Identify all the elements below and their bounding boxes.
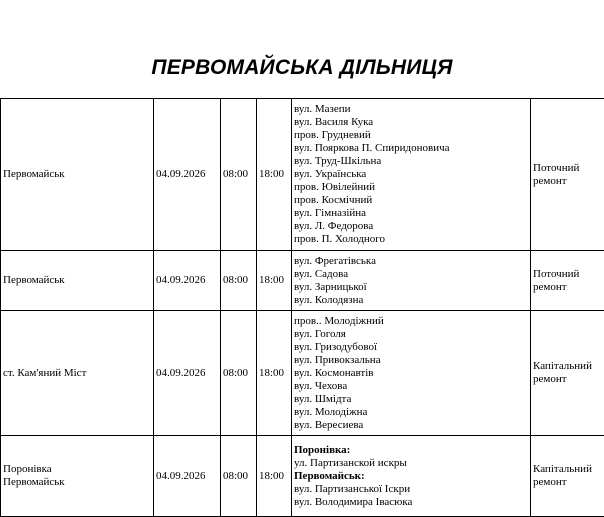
- table-row: [1, 436, 604, 517]
- street-item: вул. Зарницької: [294, 281, 528, 294]
- date-cell: 04.09.2026: [154, 311, 221, 436]
- street-item: вул. Фрегатівська: [294, 255, 528, 268]
- street-item: вул. Партизанської Іскри: [294, 483, 528, 496]
- streets-cell: [292, 99, 531, 251]
- street-item: пров. Космічний: [294, 194, 528, 207]
- place-cell: [1, 436, 154, 517]
- start-time-cell: 08:00: [221, 436, 257, 517]
- place-name: Первомайськ: [3, 274, 151, 287]
- date-cell: 04.09.2026: [154, 251, 221, 311]
- end-time-cell: 18:00: [257, 311, 292, 436]
- street-item: вул. Вересиева: [294, 419, 528, 432]
- start-time-cell: 08:00: [221, 311, 257, 436]
- place-cell: [1, 311, 154, 436]
- locality-heading: Поронівка:: [294, 444, 528, 457]
- work-type-line: Поточний: [533, 162, 604, 175]
- place-name: Первомайськ: [3, 476, 151, 489]
- street-item: вул. Василя Кука: [294, 116, 528, 129]
- date-cell: 04.09.2026: [154, 436, 221, 517]
- street-item: вул. Шмідта: [294, 393, 528, 406]
- street-item: пров.. Молодіжний: [294, 315, 528, 328]
- work-type-cell: [531, 436, 604, 517]
- streets-cell: [292, 311, 531, 436]
- street-item: вул. Гімназійна: [294, 207, 528, 220]
- work-type-cell: [531, 251, 604, 311]
- street-item: вул. Пояркова П. Спиридоновича: [294, 142, 528, 155]
- page-title: ПЕРВОМАЙСЬКА ДІЛЬНИЦЯ: [0, 56, 604, 80]
- street-item: вул. Труд-Шкільна: [294, 155, 528, 168]
- streets-cell: [292, 251, 531, 311]
- place-name: Поронівка: [3, 463, 151, 476]
- street-item: вул. Л. Федорова: [294, 220, 528, 233]
- work-type-line: Капітальний: [533, 360, 604, 373]
- street-item: вул. Садова: [294, 268, 528, 281]
- street-item: пров. Грудневий: [294, 129, 528, 142]
- work-type-line: ремонт: [533, 373, 604, 386]
- place-name: Первомайськ: [3, 168, 151, 181]
- locality-heading: Первомайськ:: [294, 470, 528, 483]
- street-item: вул. Гоголя: [294, 328, 528, 341]
- work-type-line: ремонт: [533, 281, 604, 294]
- street-item: вул. Космонавтів: [294, 367, 528, 380]
- date-cell: 04.09.2026: [154, 99, 221, 251]
- street-item: пров. П. Холодного: [294, 233, 528, 246]
- street-item: ул. Партизанской искры: [294, 457, 528, 470]
- street-item: вул. Володимира Івасюка: [294, 496, 528, 509]
- street-item: вул. Мазепи: [294, 103, 528, 116]
- streets-cell: [292, 436, 531, 517]
- work-type-line: Поточний: [533, 268, 604, 281]
- street-item: вул. Українська: [294, 168, 528, 181]
- place-cell: [1, 99, 154, 251]
- street-item: пров. Ювілейний: [294, 181, 528, 194]
- work-type-cell: [531, 311, 604, 436]
- work-type-line: ремонт: [533, 175, 604, 188]
- street-item: вул. Привокзальна: [294, 354, 528, 367]
- table-row: [1, 251, 604, 311]
- street-item: вул. Молодіжна: [294, 406, 528, 419]
- table-row: [1, 311, 604, 436]
- work-type-line: ремонт: [533, 476, 604, 489]
- outage-schedule-body: [1, 99, 604, 517]
- work-type-line: Капітальний: [533, 463, 604, 476]
- end-time-cell: 18:00: [257, 99, 292, 251]
- start-time-cell: 08:00: [221, 251, 257, 311]
- start-time-cell: 08:00: [221, 99, 257, 251]
- table-row: [1, 99, 604, 251]
- place-cell: [1, 251, 154, 311]
- outage-schedule-table: [0, 98, 604, 517]
- place-name: ст. Кам'яний Міст: [3, 367, 151, 380]
- street-item: вул. Колодязна: [294, 294, 528, 307]
- street-item: вул. Чехова: [294, 380, 528, 393]
- end-time-cell: 18:00: [257, 436, 292, 517]
- end-time-cell: 18:00: [257, 251, 292, 311]
- work-type-cell: [531, 99, 604, 251]
- street-item: вул. Гризодубової: [294, 341, 528, 354]
